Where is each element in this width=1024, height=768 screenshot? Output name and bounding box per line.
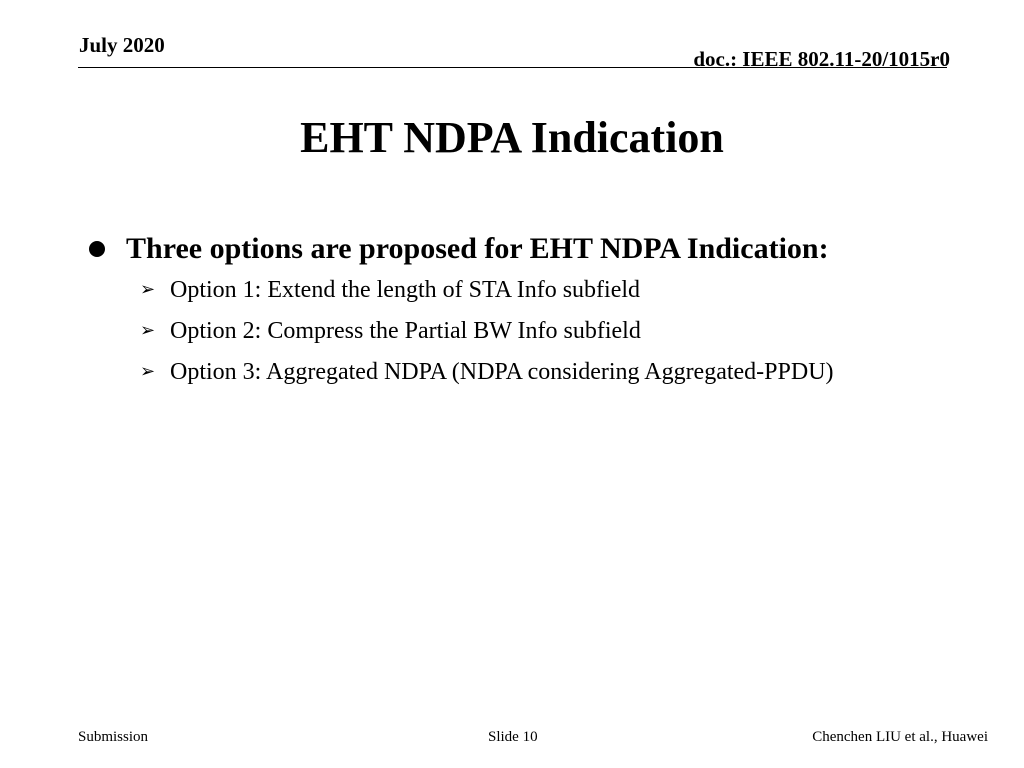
header-date: July 2020 bbox=[79, 33, 165, 57]
bullet-main-text: Three options are proposed for EHT NDPA Indication: bbox=[126, 232, 829, 265]
sub-bullet-item bbox=[140, 355, 890, 389]
sub-bullet-item bbox=[140, 273, 890, 307]
slide-body bbox=[84, 228, 954, 396]
sub-bullet-text: Option 3: Aggregated NDPA (NDPA considering Aggregated-PPDU) bbox=[170, 359, 834, 385]
sub-bullet-text: Option 2: Compress the Partial BW Info subfield bbox=[170, 318, 641, 344]
arrowhead-bullet-icon: ➢ bbox=[140, 361, 156, 382]
arrowhead-bullet-icon: ➢ bbox=[140, 279, 156, 300]
bullet-dot-icon bbox=[89, 241, 105, 257]
bullet-main bbox=[84, 228, 954, 270]
footer-slide-number: Slide 10 bbox=[488, 729, 538, 745]
header-divider bbox=[78, 67, 947, 68]
sub-bullet-list bbox=[140, 273, 954, 389]
slide-title: EHT NDPA Indication bbox=[300, 113, 724, 162]
arrowhead-bullet-icon: ➢ bbox=[140, 320, 156, 341]
footer-submission: Submission bbox=[78, 729, 149, 745]
sub-bullet-text: Option 1: Extend the length of STA Info subfield bbox=[170, 277, 641, 303]
header-doc-id: doc.: IEEE 802.11-20/1015r0 bbox=[693, 47, 950, 71]
sub-bullet-item bbox=[140, 314, 890, 348]
footer-author: Chenchen LIU et al., Huawei bbox=[812, 729, 988, 745]
